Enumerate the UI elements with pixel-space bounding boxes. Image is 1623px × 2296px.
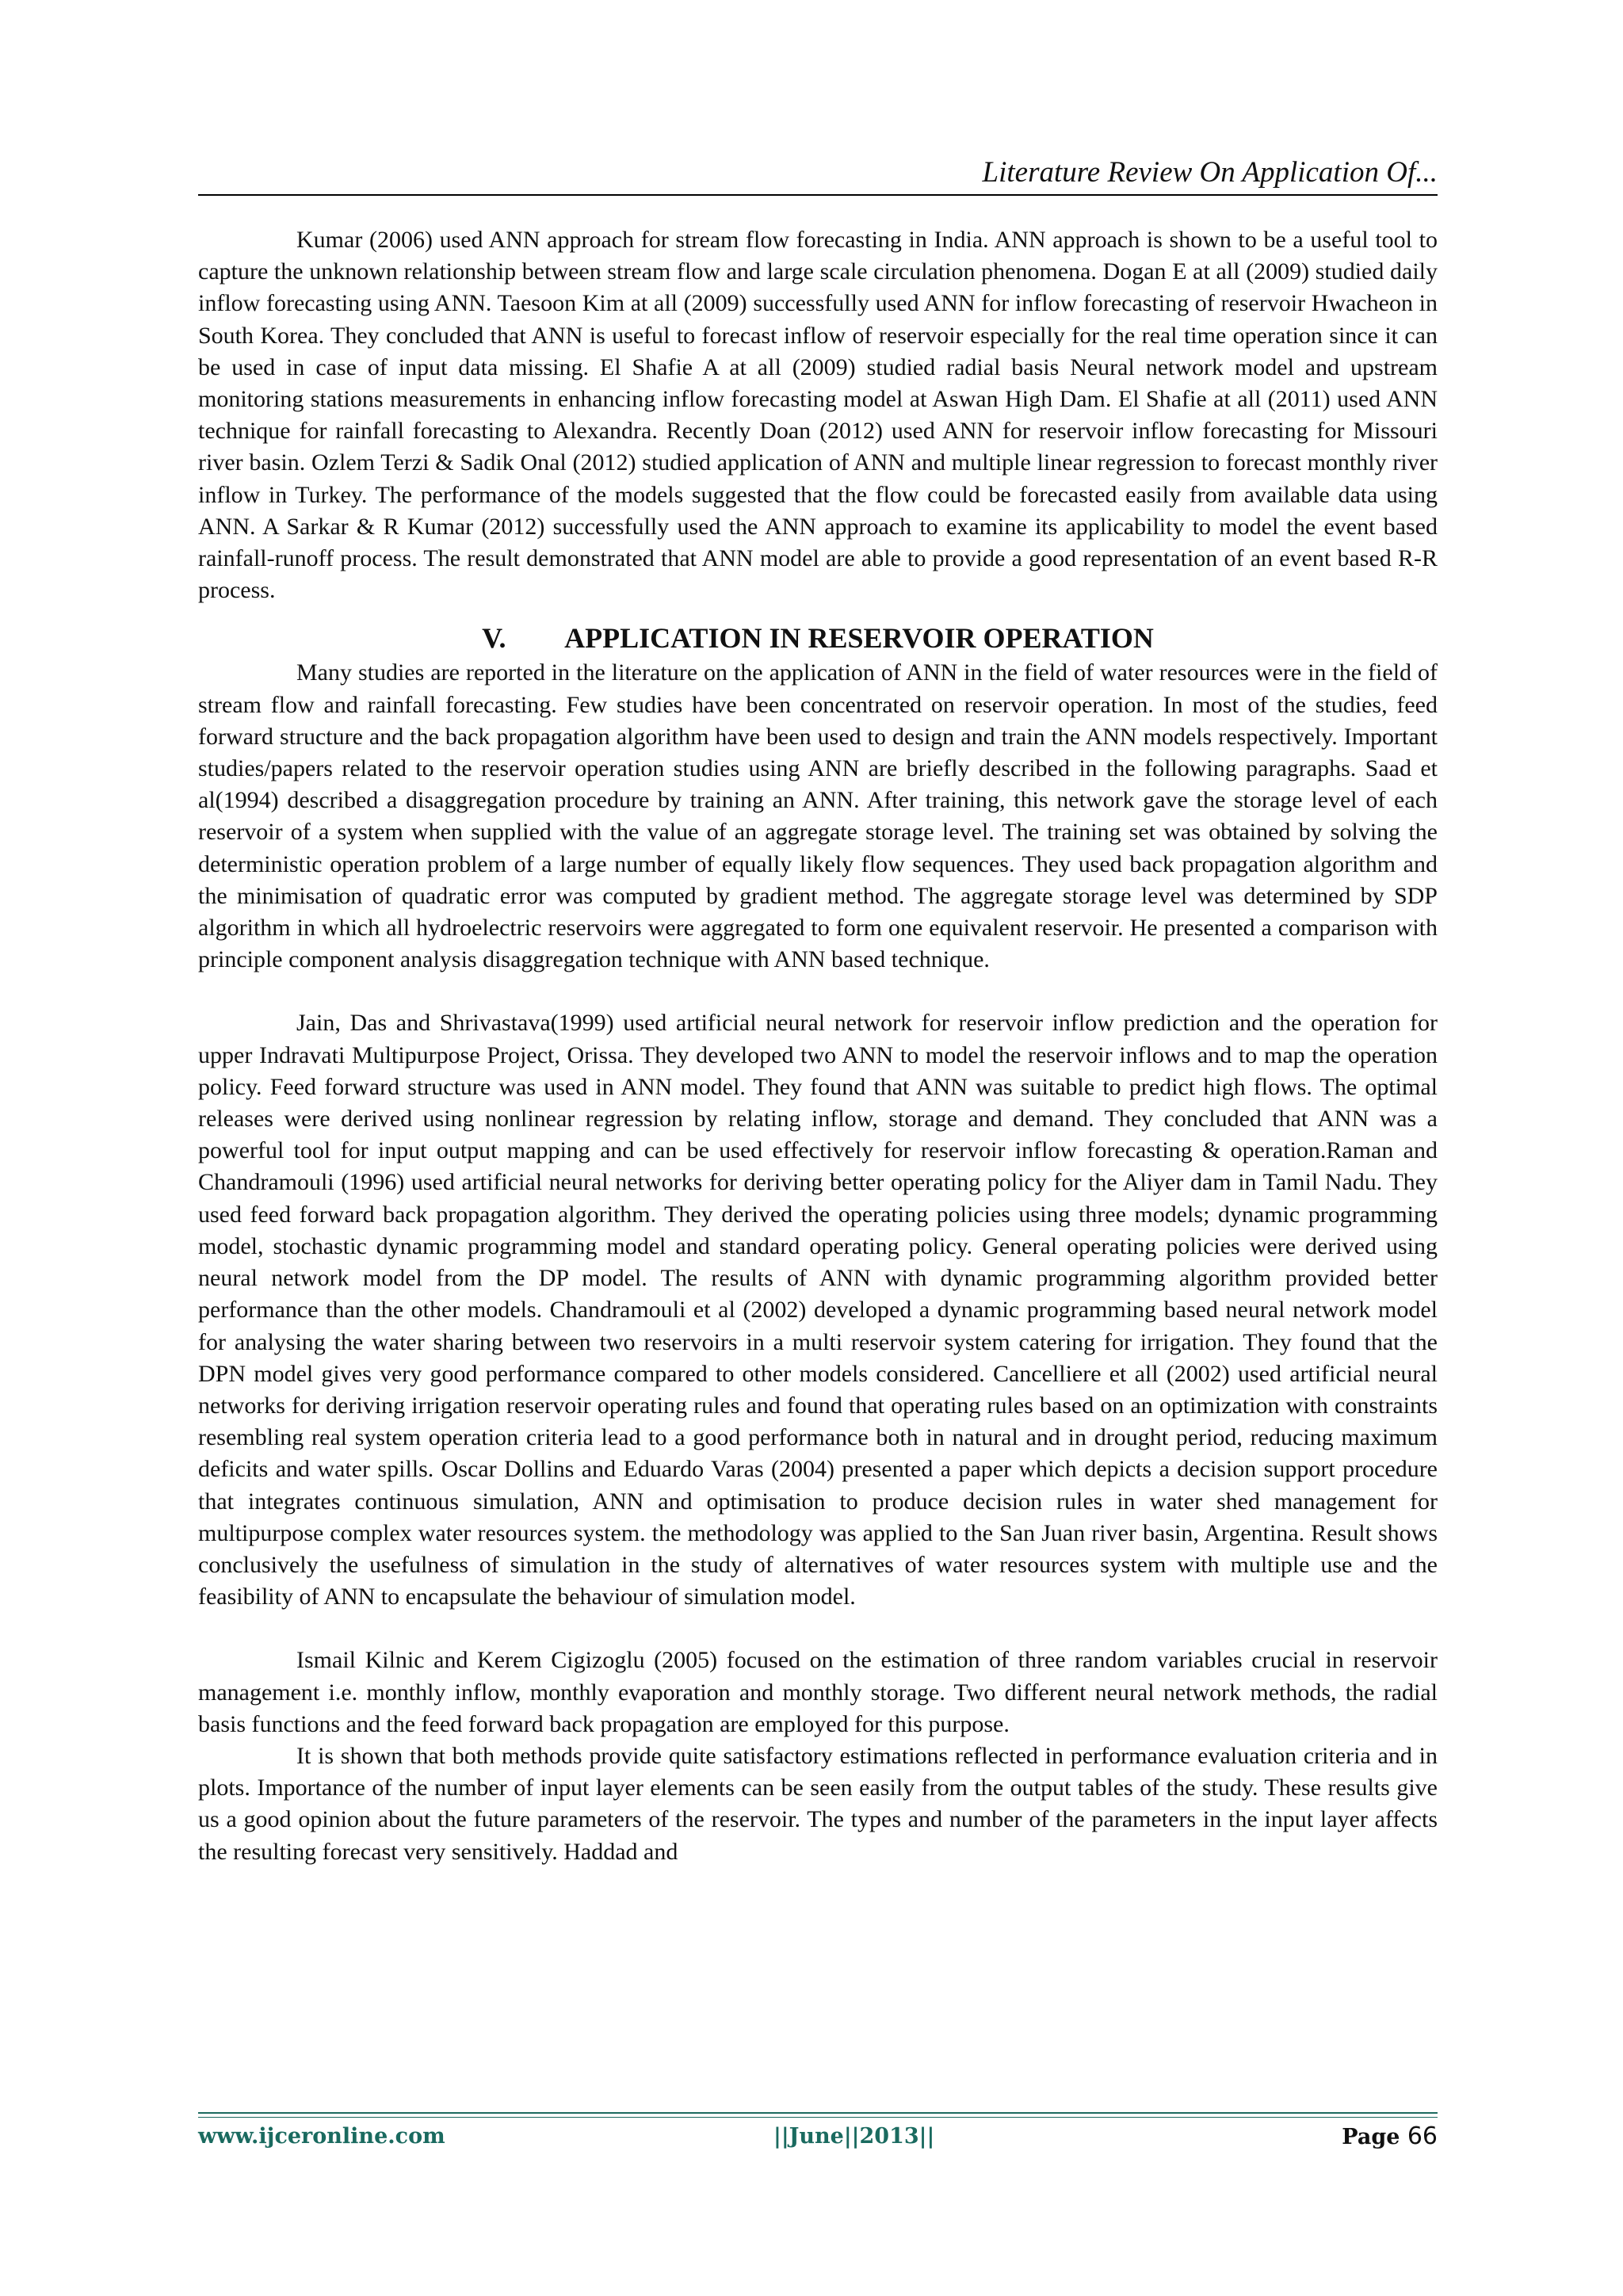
section-number: V. bbox=[482, 622, 506, 655]
footer-website-link[interactable]: www.ijceronline.com bbox=[198, 2124, 445, 2149]
article-body bbox=[198, 224, 1438, 1868]
paragraph-reservoir-intro: Many studies are reported in the literature on the application of ANN in the field of water resources were in the field of stream flow and rainfall forecasting. Few studies have been concentrated on reservoir operation. In most of the studies, feed forward structure and the back propagation algorithm have been used to design and train the ANN models respectively. Important studies/papers related to the reservoir operation studies using ANN are briefly described in the following paragraphs. Saad et al(1994) described a disaggregation procedure by training an ANN. After training, this network gave the storage level of each reservoir of a system when supplied with the value of an aggregate storage level. The training set was obtained by solving the deterministic operation problem of a large number of equally likely flow sequences. They used back propagation algorithm and the minimisation of quadratic error was computed by gradient method. The aggregate storage level was determined by SDP algorithm in which all hydroelectric reservoirs were aggregated to form one equivalent reservoir. He presented a comparison with principle component analysis disaggregation technique with ANN based technique. bbox=[198, 659, 1438, 973]
paragraph-kilnic-cigizoglu: Ismail Kilnic and Kerem Cigizoglu (2005) focused on the estimation of three random variables crucial in reservoir management i.e. monthly inflow, monthly evaporation and monthly storage. Two different neural network methods, the radial basis functions and the feed forward back propagation are employed for this purpose. bbox=[198, 1647, 1438, 1737]
section-title: APPLICATION IN RESERVOIR OPERATION bbox=[564, 622, 1154, 655]
page-number: 66 bbox=[1407, 2122, 1438, 2150]
paragraph-methods-results: It is shown that both methods provide quite satisfactory estimations reflected in performance evaluation criteria and in plots. Importance of the number of input layer elements can be seen easily from the output tables of the study. These results give us a good opinion about the future parameters of the reservoir. The types and number of the parameters in the input layer affects the resulting forecast very sensitively. Haddad and bbox=[198, 1742, 1438, 1865]
page bbox=[198, 0, 1438, 2296]
header-rule bbox=[198, 194, 1438, 196]
page-label: Page bbox=[1342, 2125, 1400, 2149]
footer-issue-date: ||June||2013|| bbox=[773, 2124, 935, 2149]
page-footer bbox=[198, 2119, 1438, 2154]
footer-page-number bbox=[1342, 2119, 1438, 2155]
section-heading bbox=[198, 619, 1438, 657]
running-header-title: Literature Review On Application Of... bbox=[982, 156, 1438, 189]
footer-rule bbox=[198, 2112, 1438, 2118]
paragraph-literature-review: Kumar (2006) used ANN approach for stream flow forecasting in India. ANN approach is shown to be a useful tool to capture the unknown relationship between stream flow and large scale circulation phenomena. Dogan E at all (2009) studied daily inflow forecasting using ANN. Taesoon Kim at all (2009) successfully used ANN for inflow forecasting of reservoir Hwacheon in South Korea. They concluded that ANN is useful to forecast inflow of reservoir especially for the real time operation since it can be used in case of input data missing. El Shafie A at all (2009) studied radial basis Neural network model and upstream monitoring stations measurements in enhancing inflow forecasting model at Aswan High Dam. El Shafie at all (2011) used ANN technique for rainfall forecasting to Alexandra. Recently Doan (2012) used ANN for reservoir inflow forecasting for Missouri river basin. Ozlem Terzi & Sadik Onal (2012) studied application of ANN and multiple linear regression to forecast monthly river inflow in Turkey. The performance of the models suggested that the flow could be forecasted easily from available data using ANN. A Sarkar & R Kumar (2012) successfully used the ANN approach to examine its applicability to model the event based rainfall-runoff process. The result demonstrated that ANN model are able to provide a good representation of an event based R-R process. bbox=[198, 227, 1438, 604]
paragraph-jain-das: Jain, Das and Shrivastava(1999) used artificial neural network for reservoir inflow prediction and the operation for upper Indravati Multipurpose Project, Orissa. They developed two ANN to model the reservoir inflows and to map the operation policy. Feed forward structure was used in ANN model. They found that ANN was suitable to predict high flows. The optimal releases were derived using nonlinear regression by relating inflow, storage and demand. They concluded that ANN was a powerful tool for input output mapping and can be used effectively for reservoir inflow forecasting & operation.Raman and Chandramouli (1996) used artificial neural networks for deriving better operating policy for the Aliyer dam in Tamil Nadu. They used feed forward back propagation algorithm. They derived the operating policies using three models; dynamic programming model, stochastic dynamic programming model and standard operating policy. General operating policies were derived using neural network model from the DP model. The results of ANN with dynamic programming algorithm provided better performance than the other models. Chandramouli et al (2002) developed a dynamic programming based neural network model for analysing the water sharing between two reservoirs in a multi reservoir system catering for irrigation. They found that the DPN model gives very good performance compared to other models considered. Cancelliere et all (2002) used artificial neural networks for deriving irrigation reservoir operating rules and found that operating rules based on an optimization with constraints resembling real system operation criteria lead to a good performance both in natural and in drought period, reducing maximum deficits and water spills. Oscar Dollins and Eduardo Varas (2004) presented a paper which depicts a decision support procedure that integrates continuous simulation, ANN and optimisation to produce decision rules in water shed management for multipurpose complex water resources system. the methodology was applied to the San Juan river basin, Argentina. Result shows conclusively the usefulness of simulation in the study of alternatives of water resources system with multiple use and the feasibility of ANN to encapsulate the behaviour of simulation model. bbox=[198, 1010, 1438, 1610]
